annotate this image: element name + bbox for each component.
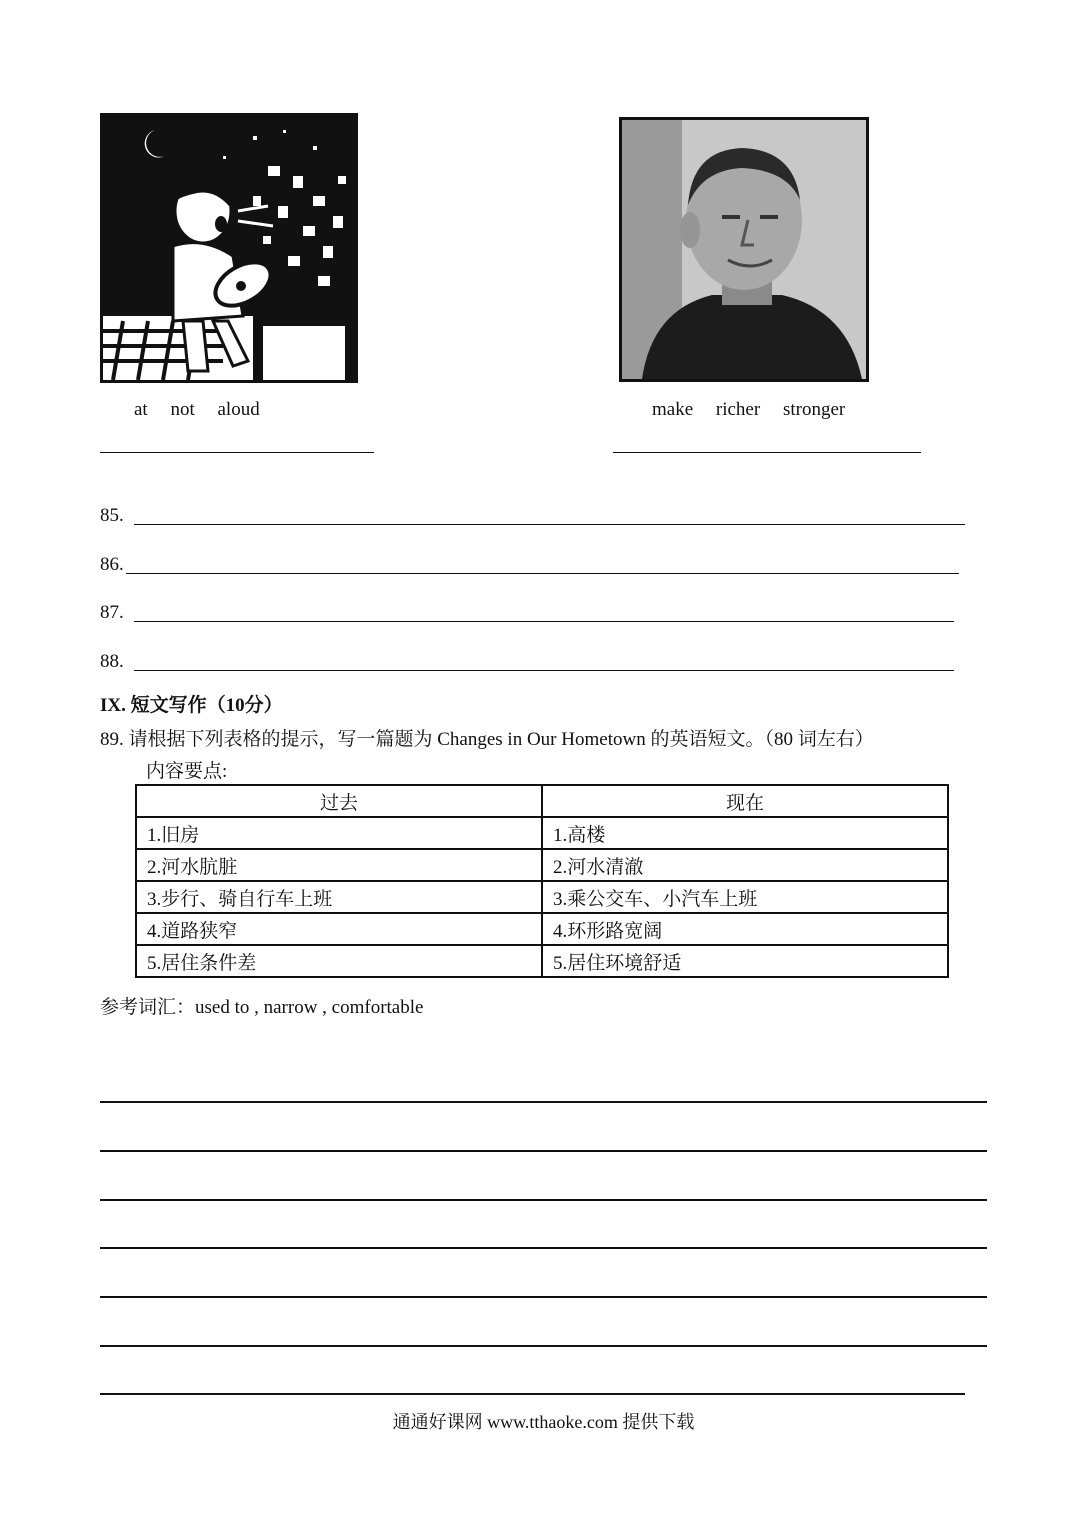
table-cell: 5.居住条件差 — [136, 945, 542, 977]
writing-line[interactable] — [100, 1150, 987, 1152]
table-cell: 1.旧房 — [136, 817, 542, 849]
page-footer: 通通好课网 www.tthaoke.com 提供下载 — [392, 1412, 695, 1432]
content-points-table — [135, 784, 949, 978]
writing-line[interactable] — [100, 1296, 987, 1298]
picture-portrait — [619, 117, 869, 382]
table-cell: 4.道路狭窄 — [136, 913, 542, 945]
writing-line[interactable] — [100, 1199, 987, 1201]
table-cell: 2.河水清澈 — [542, 849, 948, 881]
column-header-present: 现在 — [542, 785, 948, 817]
table-row — [136, 945, 948, 977]
writing-line[interactable] — [100, 1247, 987, 1249]
table-cell: 5.居住环境舒适 — [542, 945, 948, 977]
table-row — [136, 881, 948, 913]
points-label: 内容要点: — [146, 761, 228, 782]
answer-line-85[interactable] — [134, 524, 965, 525]
writing-line[interactable] — [100, 1393, 965, 1395]
reference-vocabulary: 参考词汇：used to , narrow , comfortable — [100, 997, 424, 1018]
table-cell: 1.高楼 — [542, 817, 948, 849]
table-header-row — [136, 785, 948, 817]
table-row — [136, 849, 948, 881]
question-number: 88. — [100, 651, 124, 672]
answer-line-87[interactable] — [134, 621, 954, 622]
column-header-past: 过去 — [136, 785, 542, 817]
picture-2-cue-words: make richer stronger — [652, 399, 846, 420]
writing-line[interactable] — [100, 1101, 987, 1103]
answer-line-86[interactable] — [126, 573, 959, 574]
table-cell: 4.环形路宽阔 — [542, 913, 948, 945]
writing-prompt: 89. 请根据下列表格的提示，写一篇题为 Changes in Our Hometown 的英语短文。（80 词左右） — [100, 729, 874, 750]
question-number: 86. — [100, 554, 124, 575]
table-row — [136, 913, 948, 945]
picture-boy-singing — [100, 113, 358, 383]
question-number: 85. — [100, 505, 124, 526]
writing-line[interactable] — [100, 1345, 987, 1347]
table-cell: 3.步行、骑自行车上班 — [136, 881, 542, 913]
answer-line-88[interactable] — [134, 670, 954, 671]
portrait-illustration — [622, 120, 866, 379]
section-heading: IX. 短文写作（10分） — [100, 695, 283, 716]
question-number: 87. — [100, 602, 124, 623]
picture-1-cue-words: at not aloud — [134, 399, 260, 420]
boy-singing-illustration — [103, 116, 355, 380]
table-cell: 3.乘公交车、小汽车上班 — [542, 881, 948, 913]
picture-1-answer-line[interactable] — [100, 452, 374, 453]
picture-2-answer-line[interactable] — [613, 452, 921, 453]
table-cell: 2.河水肮脏 — [136, 849, 542, 881]
table-row — [136, 817, 948, 849]
